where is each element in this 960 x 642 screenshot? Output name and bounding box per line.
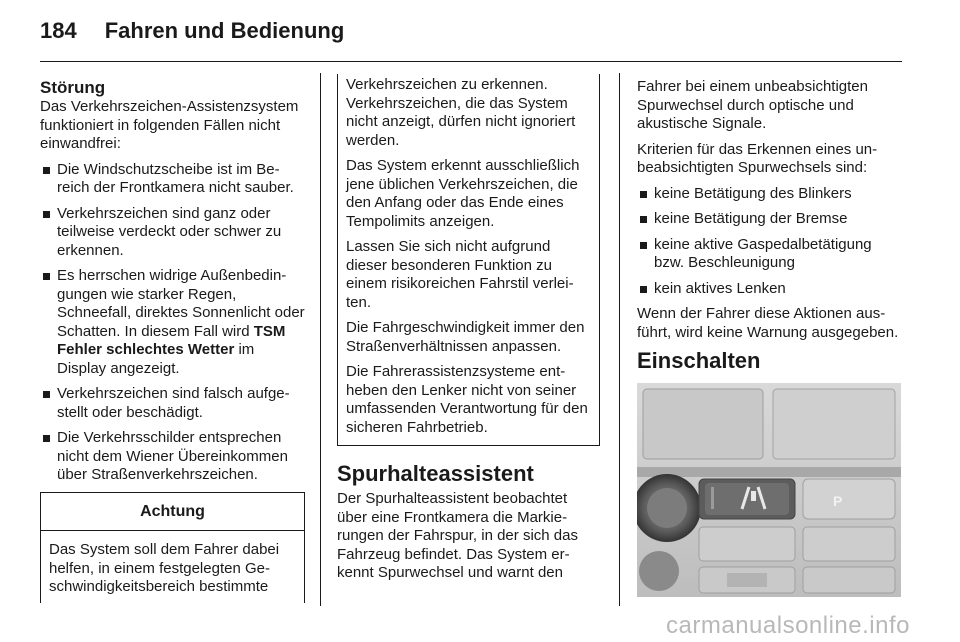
warning-title: Achtung: [41, 492, 304, 532]
paragraph: Fahrer bei einem unbeabsichtigten Spurwechsel durch optische und akustische Signale.: [637, 78, 868, 132]
warning-paragraph: Die Fahrgeschwindigkeit immer den Straßenverhältnissen anpassen.: [346, 319, 585, 355]
chapter-title: Fahren und Bedienung: [104, 18, 345, 43]
warning-box-continued: [337, 74, 600, 446]
criteria-list: [637, 185, 902, 299]
warning-paragraph: Die Fahrerassistenzsysteme entheben den Lenker nicht von seiner umfassenden Verantwortung für den sicheren Fahrbetrieb.: [346, 363, 588, 436]
column-2: [337, 78, 600, 590]
warning-paragraph: Verkehrszeichen zu erkennen. Verkehrszeichen, die das System nicht anzeigt, dürfen nicht ignoriert werden.: [346, 76, 576, 149]
lane-assist-button-photo: [637, 383, 901, 597]
display-message: TSM Fehler schlechtes Wetter: [57, 322, 286, 358]
list-item: Verkehrszeichen sind falsch aufgestellt oder beschädigt.: [40, 385, 305, 422]
list-item: keine Betätigung des Blinkers: [637, 185, 902, 204]
issue-list: [40, 161, 305, 485]
page-header: [40, 18, 344, 44]
list-item: kein aktives Lenken: [637, 280, 902, 299]
svg-text:P: P: [833, 493, 843, 509]
section-heading-stoerung: Störung: [40, 78, 106, 97]
paragraph: Kriterien für das Erkennen eines unbeabsichtigten Spurwechsels sind:: [637, 140, 878, 176]
column-1: [40, 78, 305, 603]
watermark: carmanualsonline.info: [666, 612, 910, 639]
list-item: Die Windschutzscheibe ist im Bereich der Frontkamera nicht sauber.: [40, 161, 305, 198]
warning-paragraph: Das System erkennt ausschließlich jene üblichen Verkehrszeichen, die den Anfang oder das Ende eines Tempolimits anzeigen.: [346, 157, 580, 230]
list-item: Verkehrszeichen sind ganz oder teilweise verdeckt oder schwer zu erkennen.: [40, 205, 305, 261]
column-3: [637, 78, 902, 597]
list-item: Es herrschen widrige Außenbedingungen wie starker Regen, Schneefall, direktes Sonnenlicht oder Schatten. In diesem Fall wird TSM Fehler schlechtes Wetter im Display angezeigt.: [40, 267, 305, 378]
column-divider-left: [320, 73, 321, 606]
section-paragraph: Der Spurhalteassistent beobachtet über eine Frontkamera die Markierungen der Fahrspur, in der sich das Fahrzeug befindet. Das System erkennt Spurwechsel und warnt den: [337, 490, 578, 581]
paragraph: Wenn der Fahrer diese Aktionen ausführt, wird keine Warnung ausgegeben.: [637, 305, 899, 341]
warning-paragraph: Lassen Sie sich nicht aufgrund dieser besonderen Funktion zu einem risikoreichen Fahrstil verleiten.: [346, 238, 574, 311]
list-item: Die Verkehrsschilder entsprechen nicht dem Wiener Übereinkommen über Straßenverkehrszeichen.: [40, 429, 305, 485]
section-heading-einschalten: Einschalten: [637, 348, 761, 373]
list-item: keine aktive Gaspedalbetätigung bzw. Beschleunigung: [637, 236, 902, 273]
warning-box: [40, 492, 305, 603]
section-heading-spurhalteassistent: Spurhalteassistent: [337, 461, 534, 486]
page-number: 184: [40, 18, 77, 43]
list-item: keine Betätigung der Bremse: [637, 210, 902, 229]
warning-text: Das System soll dem Fahrer dabei helfen, in einem festgelegten Geschwindigkeitsbereich bestimmte: [49, 541, 280, 595]
header-rule: [40, 61, 902, 62]
column-divider-right: [619, 73, 620, 606]
intro-paragraph: Das Verkehrszeichen-Assistenzsystem funktioniert in folgenden Fällen nicht einwandfrei:: [40, 98, 299, 152]
